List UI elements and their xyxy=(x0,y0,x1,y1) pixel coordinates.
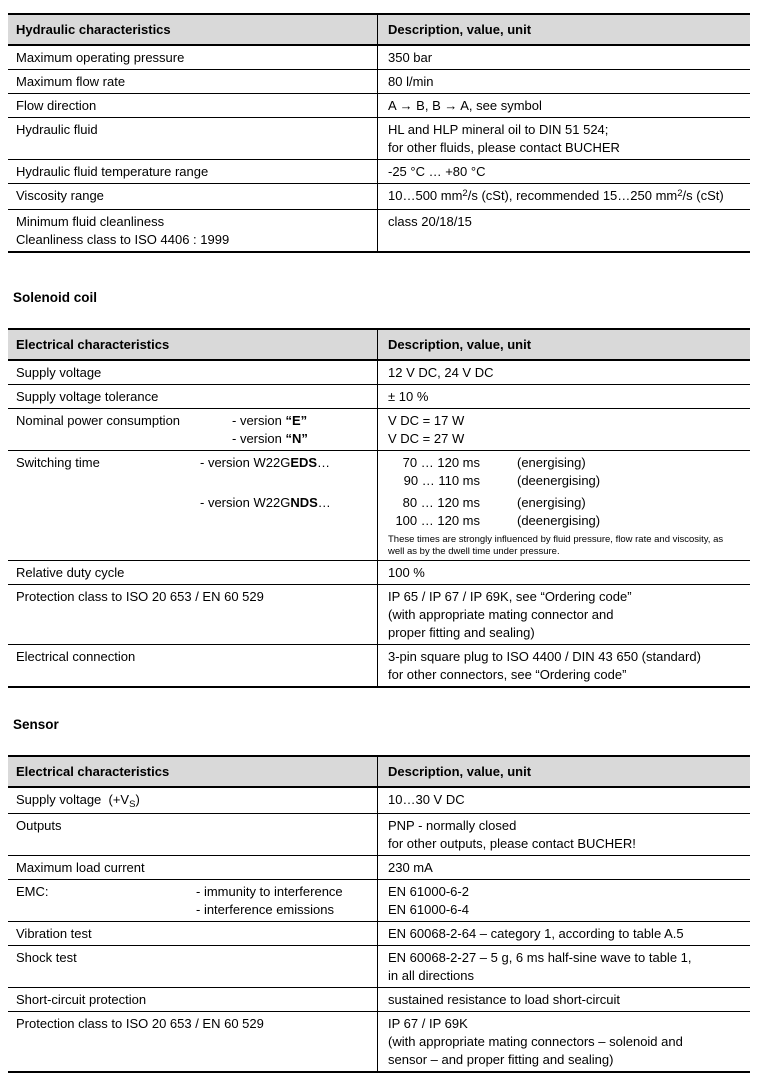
sublabel-bold: “N” xyxy=(285,431,308,446)
characteristic-value: sustained resistance to load short-circuit xyxy=(388,992,620,1007)
characteristic-label: Maximum load current xyxy=(8,856,378,879)
value-line: EN 60068-2-27 – 5 g, 6 ms half-sine wave to table 1, xyxy=(388,950,692,965)
hydraulic-table-header-row xyxy=(8,15,750,46)
switching-time-line xyxy=(388,512,742,530)
subscript: S xyxy=(129,799,136,810)
row-outputs xyxy=(8,814,750,856)
row-electrical-connection xyxy=(8,645,750,688)
value-line: PNP - normally closed xyxy=(388,818,517,833)
value-line: proper fitting and sealing) xyxy=(388,625,535,640)
row-supply-voltage-tolerance xyxy=(8,385,750,409)
time-mode: (deenergising) xyxy=(517,513,601,528)
characteristic-label: Flow direction xyxy=(8,94,378,117)
characteristic-label: Protection class to ISO 20 653 / EN 60 529 xyxy=(8,1012,378,1071)
value-line: for other outputs, please contact BUCHER! xyxy=(388,836,636,851)
value-line: for other fluids, please contact BUCHER xyxy=(388,140,620,155)
row-protection-class-solenoid xyxy=(8,585,750,645)
sublabel-bold: NDS xyxy=(290,495,318,510)
header-description: Description, value, unit xyxy=(388,337,532,352)
row-short-circuit-protection xyxy=(8,988,750,1012)
superscript: 2 xyxy=(462,188,468,199)
characteristic-value: 230 mA xyxy=(388,860,433,875)
characteristic-label xyxy=(8,788,378,813)
row-nominal-power-consumption xyxy=(8,409,750,451)
value-part: 10…500 mm xyxy=(388,188,463,203)
characteristic-label: Outputs xyxy=(8,814,378,855)
row-viscosity-range xyxy=(8,184,750,210)
section-heading-sensor: Sensor xyxy=(13,717,59,732)
characteristic-value xyxy=(378,184,750,209)
value-line: HL and HLP mineral oil to DIN 51 524; xyxy=(388,122,609,137)
sublabel-text: - version W22G xyxy=(200,455,291,470)
value-line: sensor – and proper fitting and sealing) xyxy=(388,1052,614,1067)
characteristic-value: 100 % xyxy=(388,565,425,580)
row-fluid-temperature-range xyxy=(8,160,750,184)
time-range: 70 … 120 ms xyxy=(402,455,480,470)
sublabel-text: … xyxy=(317,495,331,510)
header-description: Description, value, unit xyxy=(388,22,532,37)
characteristic-value: ± 10 % xyxy=(388,389,429,404)
characteristic-value xyxy=(378,1012,750,1071)
value-line: IP 67 / IP 69K xyxy=(388,1016,468,1031)
value-line: (with appropriate mating connectors – solenoid and xyxy=(388,1034,683,1049)
row-supply-voltage xyxy=(8,361,750,385)
value-line: 3-pin square plug to ISO 4400 / DIN 43 650 (standard) xyxy=(388,649,701,664)
sensor-table-header-row xyxy=(8,757,750,788)
version-sublabels xyxy=(232,412,308,448)
row-switching-time xyxy=(8,451,750,561)
row-hydraulic-fluid xyxy=(8,118,750,160)
switching-times-gnds xyxy=(388,494,742,530)
label-text: Switching time xyxy=(16,455,100,470)
row-maximum-flow-rate xyxy=(8,70,750,94)
time-range: 90 … 110 ms xyxy=(403,473,480,488)
characteristic-label xyxy=(8,409,378,450)
characteristic-value xyxy=(378,880,750,921)
characteristic-label xyxy=(8,880,378,921)
hydraulic-characteristics-table xyxy=(8,13,750,253)
sublabel-bold: EDS xyxy=(290,455,318,470)
characteristic-value xyxy=(378,118,750,159)
characteristic-value: 80 l/min xyxy=(388,74,434,89)
version-line xyxy=(232,412,308,430)
time-range: 80 … 120 ms xyxy=(402,495,480,510)
characteristic-value xyxy=(378,451,750,560)
value-line: EN 61000-6-4 xyxy=(388,902,469,917)
switching-time-line xyxy=(388,454,742,472)
value-part: /s (cSt), recommended 15…250 mm xyxy=(467,188,678,203)
solenoid-electrical-table xyxy=(8,328,750,688)
solenoid-table-header-row xyxy=(8,330,750,361)
header-description: Description, value, unit xyxy=(388,764,532,779)
characteristic-value xyxy=(378,946,750,987)
characteristic-value: class 20/18/15 xyxy=(388,214,472,229)
sublabel-line: - interference emissions xyxy=(196,902,334,917)
characteristic-value: 350 bar xyxy=(388,50,433,65)
section-heading-solenoid-coil: Solenoid coil xyxy=(13,290,98,305)
row-vibration-test xyxy=(8,922,750,946)
time-mode: (energising) xyxy=(517,455,586,470)
characteristic-value: 10…30 V DC xyxy=(388,792,465,807)
row-emc xyxy=(8,880,750,922)
label-line: Minimum fluid cleanliness xyxy=(16,214,165,229)
characteristic-value xyxy=(378,814,750,855)
sublabel-text: - version xyxy=(232,413,286,428)
row-sensor-supply-voltage xyxy=(8,788,750,814)
sensor-electrical-table xyxy=(8,755,750,1073)
switching-time-note: These times are strongly influenced by fluid pressure, flow rate and viscosity, as well as by the dwell time under pressure. xyxy=(388,534,724,557)
value-part: /s (cSt) xyxy=(682,188,724,203)
version-sublabel-gnds xyxy=(200,494,331,512)
row-relative-duty-cycle xyxy=(8,561,750,585)
value-line: for other connectors, see “Ordering code” xyxy=(388,667,627,682)
switching-time-line xyxy=(388,472,742,490)
value-line: EN 61000-6-2 xyxy=(388,884,469,899)
value-line: (with appropriate mating connector and xyxy=(388,607,614,622)
switching-times-geds xyxy=(388,454,742,490)
time-range: 100 … 120 ms xyxy=(395,513,480,528)
label-line: Cleanliness class to ISO 4406 : 1999 xyxy=(16,232,230,247)
characteristic-value: -25 °C … +80 °C xyxy=(388,164,486,179)
characteristic-label: Electrical connection xyxy=(8,645,378,686)
row-protection-class-sensor xyxy=(8,1012,750,1073)
value-line: in all directions xyxy=(388,968,474,983)
sublabel-line: - immunity to interference xyxy=(196,884,343,899)
characteristic-label: Shock test xyxy=(8,946,378,987)
sublabel-text: - version xyxy=(232,431,286,446)
top-margin xyxy=(0,0,762,13)
characteristic-label: Vibration test xyxy=(8,922,378,945)
sublabel-bold: “E” xyxy=(285,413,308,428)
characteristic-value xyxy=(378,585,750,644)
row-maximum-operating-pressure xyxy=(8,46,750,70)
header-characteristics: Electrical characteristics xyxy=(8,757,378,786)
row-minimum-fluid-cleanliness xyxy=(8,210,750,253)
characteristic-label: Maximum flow rate xyxy=(8,70,378,93)
switching-time-line xyxy=(388,494,742,512)
characteristic-label: Relative duty cycle xyxy=(8,561,378,584)
characteristic-label xyxy=(8,210,378,251)
characteristic-value: A → B, B → A, see symbol xyxy=(388,98,542,113)
row-shock-test xyxy=(8,946,750,988)
label-text: Nominal power consumption xyxy=(16,413,181,428)
characteristic-label: Supply voltage xyxy=(8,361,378,384)
characteristic-value: EN 60068-2-64 – category 1, according to table A.5 xyxy=(388,926,684,941)
time-mode: (energising) xyxy=(517,495,586,510)
label-text: Supply voltage (+V xyxy=(16,792,130,807)
row-maximum-load-current xyxy=(8,856,750,880)
version-line xyxy=(232,430,308,448)
characteristic-value xyxy=(378,409,750,450)
characteristic-label: Hydraulic fluid temperature range xyxy=(8,160,378,183)
characteristic-value: 12 V DC, 24 V DC xyxy=(388,365,494,380)
value-line: V DC = 27 W xyxy=(388,431,465,446)
emc-sublabels xyxy=(196,883,343,919)
sublabel-text: - version W22G xyxy=(200,495,291,510)
sublabel-text: … xyxy=(317,455,331,470)
value-line: V DC = 17 W xyxy=(388,413,465,428)
characteristic-label: Supply voltage tolerance xyxy=(8,385,378,408)
characteristic-label: Short-circuit protection xyxy=(8,988,378,1011)
characteristic-label: Protection class to ISO 20 653 / EN 60 529 xyxy=(8,585,378,644)
row-flow-direction xyxy=(8,94,750,118)
characteristic-label: Maximum operating pressure xyxy=(8,46,378,69)
characteristic-label: Hydraulic fluid xyxy=(8,118,378,159)
characteristic-label: Viscosity range xyxy=(8,184,378,209)
header-characteristics: Hydraulic characteristics xyxy=(8,15,378,44)
label-text: EMC: xyxy=(16,884,49,899)
label-text: ) xyxy=(135,792,140,807)
characteristic-value xyxy=(378,645,750,686)
superscript: 2 xyxy=(677,188,683,199)
value-line: IP 65 / IP 67 / IP 69K, see “Ordering code” xyxy=(388,589,632,604)
header-characteristics: Electrical characteristics xyxy=(8,330,378,359)
characteristic-label xyxy=(8,451,378,560)
time-mode: (deenergising) xyxy=(517,473,601,488)
version-sublabel-geds xyxy=(200,454,330,472)
